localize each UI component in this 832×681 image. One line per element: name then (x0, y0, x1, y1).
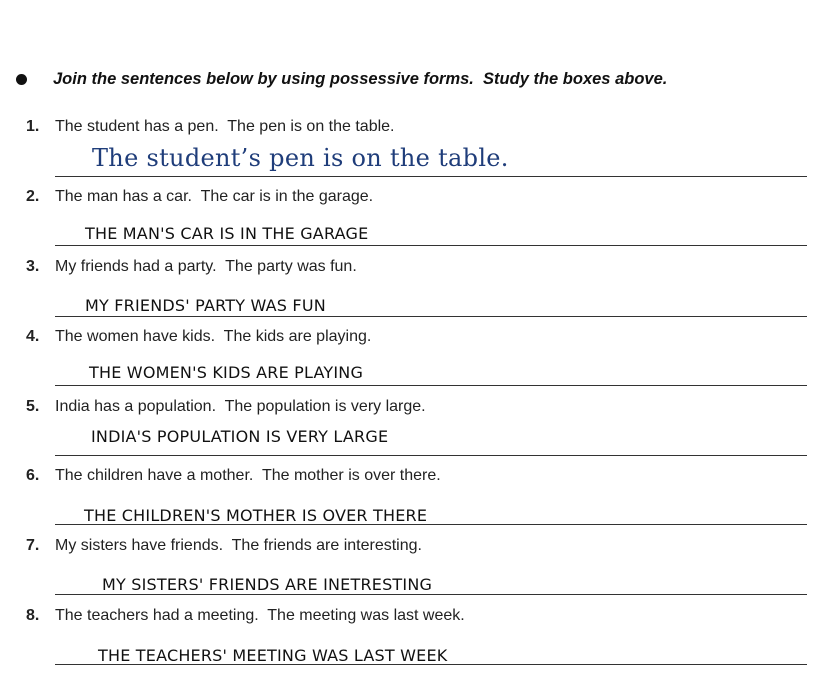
item-number: 6. (26, 467, 40, 484)
exercise-item-7 (0, 537, 832, 607)
exercise-item-2 (0, 188, 832, 258)
item-answer: INDIA'S POPULATION IS VERY LARGE (91, 427, 389, 446)
item-question: My sisters have friends. The friends are interesting. (55, 537, 422, 554)
item-answer: MY FRIENDS' PARTY WAS FUN (85, 296, 326, 315)
item-number: 7. (26, 537, 40, 554)
item-answer: THE WOMEN'S KIDS ARE PLAYING (89, 363, 364, 382)
item-question: The women have kids. The kids are playing. (55, 328, 372, 345)
exercise-item-1 (0, 118, 832, 188)
item-answer: MY SISTERS' FRIENDS ARE INETRESTING (102, 575, 433, 594)
exercise-item-4 (0, 328, 832, 398)
item-answer: The student’s pen is on the table. (92, 144, 509, 172)
item-number: 8. (26, 607, 40, 624)
instruction-row (16, 70, 667, 89)
answer-line (55, 176, 807, 177)
item-question: India has a population. The population is very large. (55, 398, 426, 415)
item-answer: THE TEACHERS' MEETING WAS LAST WEEK (98, 646, 448, 665)
exercise-item-5 (0, 398, 832, 468)
exercise-item-3 (0, 258, 832, 328)
answer-line (55, 594, 807, 595)
answer-line (55, 245, 807, 246)
exercise-item-8 (0, 607, 832, 677)
item-number: 1. (26, 118, 40, 135)
item-number: 5. (26, 398, 40, 415)
item-question: The children have a mother. The mother is over there. (55, 467, 441, 484)
item-answer: THE CHILDREN'S MOTHER IS OVER THERE (84, 506, 428, 525)
item-number: 4. (26, 328, 40, 345)
item-question: The teachers had a meeting. The meeting was last week. (55, 607, 465, 624)
item-answer: THE MAN'S CAR IS IN THE GARAGE (85, 224, 369, 243)
answer-line (55, 455, 807, 456)
item-question: The man has a car. The car is in the garage. (55, 188, 374, 205)
item-number: 2. (26, 188, 40, 205)
answer-line (55, 316, 807, 317)
item-number: 3. (26, 258, 40, 275)
item-question: My friends had a party. The party was fun. (55, 258, 357, 275)
bullet-icon (16, 74, 27, 85)
answer-line (55, 524, 807, 525)
exercise-item-6 (0, 467, 832, 537)
item-question: The student has a pen. The pen is on the table. (55, 118, 395, 135)
answer-line (55, 664, 807, 665)
instruction-text: Join the sentences below by using possessive forms. Study the boxes above. (53, 70, 668, 88)
answer-line (55, 385, 807, 386)
